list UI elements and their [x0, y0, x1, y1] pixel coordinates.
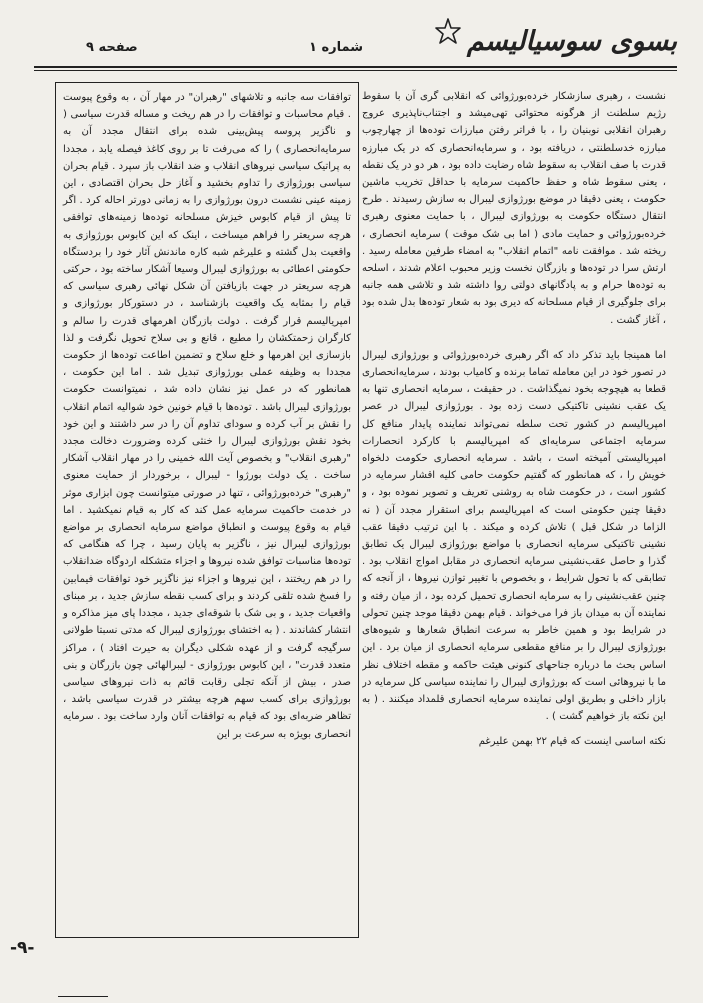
paragraph: اما همینجا باید تذکر داد که اگر رهبری خرده‌بورژوائی و بورژوازی لیبرال در تصور خود در این معامله تماما برنده و کامیاب بودند ، سرمایه‌انحصاری قطعا به هیچوجه بخود نمیگذاشت . در حقیقت ، سرمایه انحصاری تنها به یک عقب نشینی تاکتیکی دست زده بود . بورژوازی لیبرال در عصر امپریالیسم در کشور تحت سلطه نمی‌تواند نماینده پایدار منافع کل سرمایه اجتماعی سرمایه‌ای که امپریالیسم با کارکرد انحصارات امپریالیستی آمیخته است ، باشد . سرمایه انحصاری حکومت دلخواه خویش را ، که هما‌نطور که گفتیم حکومت حامی کلیه اقشار سرمایه در کشور است ، در حکومت شاه به روشنی تعریف و تصویر نموده بود ، و دقیقا چنین حکومتی است که امپریالیسم برای استقرار مجدد آن ( نه الزاما در شکل قبل ) تلاش کرده و میکند . با این ترتیب دقیقا عقب نشینی تاکتیکی سرمایه انحصاری با مواضع بورژوازی لیبرال یک تطابق گذرا و حاصل عقب‌نشینی سرمایه انحصاری در مقابل امواج انقلاب بود . تطابقی که با تحول شرایط ، و بخصوص با تغییر توازن نیروها ، از آنجه که چنین عقب‌نشینی را به سرمایه انحصاری تحمیل کرده بود ، از میان رفته و نماینده آن به میدان باز فرا می‌خواند . قیام بهمن دقیقا موجد چنین تحولی در شرایط بود و همین خاطر به سرعت انطباق شعارها و شیوه‌های بورژوازی لیبرال را بر منافع مقطعی سرمایه انحصاری از میان برد . این اساس بحث ما درباره جناحهای کنونی هیئت حاکمه و مقطه اختلاف نظر ما با نیروهائی است که بورژوازی لیبرال را نماینده سیاسی کل سرمایه در بازار داخلی و بطریق اولی نماینده سرمایه انحصاری قلمداد میکنند . ( به این نکته باز خواهیم گشت ) .: [362, 349, 666, 723]
masthead-title: بسوی سوسیالیسم: [466, 26, 677, 57]
header-rule-thin: [34, 70, 677, 71]
page-number-label: صفحه ۹: [86, 40, 138, 55]
paragraph: نشست ، رهبری سازشکار خرده‌بورژوائی که انقلابی گری آن با سقوط رژیم سلطنت از هرگونه محتوائی تهی‌میشد و اجتناب‌ناپذیری عروج رهبران انقلابی نوبنیان را ، با فراتر رفتن مبارزات توده‌ها از چهارچوب مبارزه خدسلطنتی ، دریافته بود ، و سرمایه‌انحصاری که در یک مبارزه قدرت با صف انقلاب به سقوط شاه رضایت داده بود ، هر دو در یک نقطه ، یعنی سقوط شاه و حفظ حاکمیت سرمایه با حداقل تخریب ماشین حکومت ، یعنی دقیقا در موضع بورژوازی لیبرال به سازش رسیدند . طرح انتقال دستگاه حکومت به بورژوازی لیبرال ، با حمایت معنوی رهبری خرده‌بورژوائی و حمایت مادی ( اما بی شک موقت ) سرمایه انحصاری ، ریخته شد . موافقت نامه "اتمام انقلاب" به امضاء طرفین معامله رسید . ارتش سرا در توده‌ها و بازرگان نخست وزیر محبوب اعلام شدند ، اسلحه به توده‌ها حرام و به پادگانهای دولتی روا داشته شد و تلاشی همه جانبه برای جلوگیری از قیام مسلحانه که دیری بود به شعار توده‌ها بدل شده بود ، آغاز گشت .: [362, 91, 666, 326]
paragraph: نکته اساسی اینست که قیام ۲۲ بهمن علیرغم: [478, 736, 666, 748]
handwritten-page-number: -۹-: [10, 938, 35, 958]
right-text-column: [362, 82, 666, 993]
left-text-column-boxed: [55, 82, 359, 938]
issue-number: شماره ۱: [309, 40, 364, 55]
paragraph: توافقات سه جانبه و تلاشهای "رهبران" در مهار آن ، به وقوع پیوست . قیام محاسبات و توافقات را در هم ریخت و مساله قدرت سیاسی ( و ناگزیر پروسه پیش‌بینی شده برای انتقال مجدد آن به سرمایه‌انحصاری ) را که می‌رفت تا بر روی کاغذ فیصله یابد ، مجددا به پراتیک سیاسی نیروهای انقلاب و ضد انقلاب باز سپرد . قیام بحران سیاسی بورژوازی را تداوم بخشید و آغاز حل بحران اقتصادی ، این زمینه عینی نشست درون بورژوازی را به زمانی دورتر احاله کرد . اگر تا پیش از قیام کابوس خیزش مسلحانه توده‌ها زمینه‌های توافقی هرچه سریعتر را فراهم میساخت ، اینک که این کابوس بورژوازی به واقعیت بدل گشته و علیرغم شبه کاره ماندنش آثار خود را بردستگاه حکومتی اعطائی به بورژوازی لیبرال وسیعا آشکار ساخته بود ، حرکتی هرچه سریعتر در جهت بازیافتن آن شکل نهائی رهبری سیاسی که قیام را بمثابه یک واقعیت بازشناسد ، در دستورکار بورژوازی و امپریالیسم قرار گرفت . دولت بازرگان اهرمهای قدرت را سالم و کارگران زحمتکشان را مطیع ، قانع و بی سلاح تحویل نگرفت و لذا بازسازی این اهرمها و خلع سلاح و تضمین اطاعت توده‌ها از حکومت مجددا به وظیفه عملی بورژوازی تبدیل شد . اما این حکومت ، همانطور که در عمل نیز نشان داده شد ، نمیتوانست حکومت بورژوازی لیبرال باشد . توده‌ها با قیام خونین خود شوالیه اتمام انقلاب را نقش بر آب کرده و سودای تداوم آن را در سر داشتند و این خود بخود نقش بورژوازی لیبرال را خنثی کرده وضرورت دخالت مجدد "رهبری انقلاب" و بخصوص آیت الله خمینی را در مهار انقلاب آشکار ساخت . یک دولت بورژوا - لیبرال ، برخوردار از حمایت معنوی "رهبری" خرده‌بورژوائی ، تنها در صورتی میتوانست چون ابزاری موثر در خدمت حاکمیت سرمایه عمل کند که کار به قیام نمیکشید . اما قیام به وقوع پیوست و انطباق مواضع سرمایه انحصاری بر مواضع بورژوازی لیبرال نیز ، ناگزیر به پایان رسید ، چرا که هنگامی که توده‌ها مناسبات توافق شده نیروها و اجزاء متشکله اردوگاه ضدانقلاب را در هم ریختند ، این نیروها و اجزاء نیز ناگزیر خود توافقات فیمابین را فسخ شده تلقی کردند و برای کسب نقطه سازش جدید ، بر مبنای واقعیات جدید ، و بی شک با شوقه‌ای جدید ، مجددا پای میز مذاکره و انتشار کشاندند . ( به اختشای بورژوازی لیبرال که مدتی نسبتا طولانی سرگیجه گرفت و از عهده شکلی دیگران به حیرت افتاد ) ، مراکز متعدد قدرت" ، این کابوس بورژوازی - لیبرالهائی چون بازرگان و بنی صدر ، بیش از آنکه تجلی رقابت قائم به ذات نیروهای سیاسی بورژوازی برای کسب سهم هرچه بیشتر در قدرت سیاسی باشد ، تظاهر ضربه‌ای بود که قیام به توافقات آنان وارد ساخت بود . سرمایه انحصاری بویژه به سرعت بر این: [63, 92, 351, 740]
star-outline-icon: [435, 18, 461, 44]
masthead: [431, 14, 677, 64]
footer-rule: [58, 996, 108, 997]
page-header: [34, 14, 677, 70]
header-rule-thick: [34, 66, 677, 68]
